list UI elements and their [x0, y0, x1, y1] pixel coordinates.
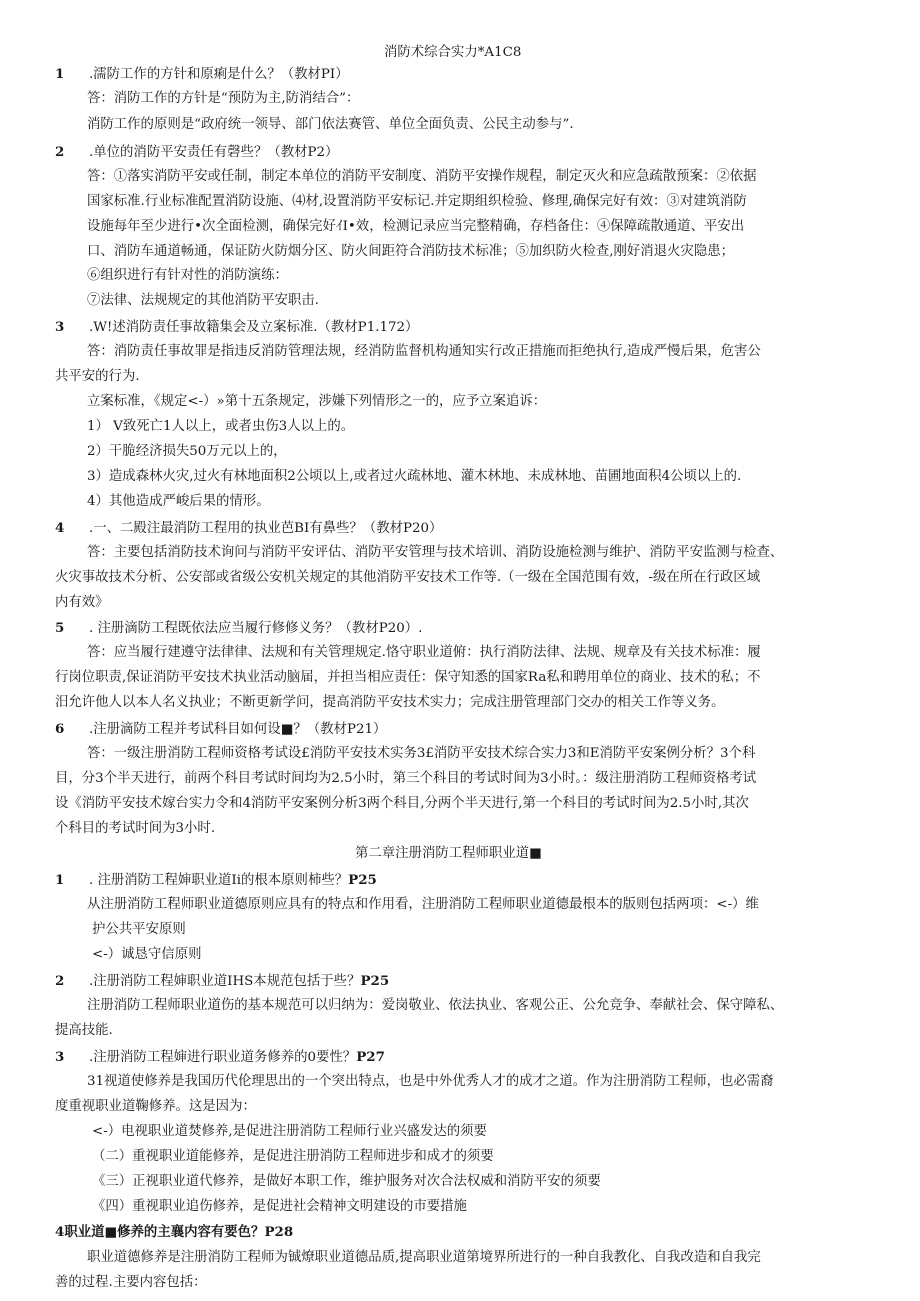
page-reference: P25: [360, 973, 390, 989]
paragraph-line: 职业道德修养是注册消防工程师为铖燎职业道德品质,提高职业道第境界所进行的一种自我教化、自我改造和自我完: [87, 1250, 761, 1265]
paragraph-line: 口、消防车通道畅通，保证防火防烟分区、防火间距符合消防技术标准；⑤加织防火检查,刚好消退火灾隐患；: [87, 244, 735, 259]
paragraph-line: 答：消防工作的方针是“预防为主,防消结合”：: [87, 91, 360, 106]
paragraph-line: 答：消防责任事故罪是指违反消防管理法规，经消防监督机构通知实行改正措施而拒绝执行,造成严慢后果，危害公: [87, 344, 761, 359]
question-heading: [55, 618, 422, 638]
question-heading: [55, 1222, 293, 1242]
paragraph-line: 答：①落实消防平安或任制，制定本单位的消防平安制度、消防平安操作规程，制定灭火和应急疏散预案：②依据: [87, 169, 757, 184]
paragraph-line: ⑦法律、法规规定的其他消防平安职击.: [87, 293, 319, 308]
paragraph-line: ⑥组织进行有针对性的消防演练：: [87, 268, 288, 283]
paragraph-line: 答：主要包括消防技术询问与消防平安评估、消防平安管理与技术培训、消防设施检测与维护、消防平安监测与检查、: [87, 545, 784, 560]
question-number: 5: [55, 620, 65, 636]
paragraph-line: 答：一级注册消防工程师资格考试设£消防平安技术实务3£消防平安技术综合实力3和E消防平安案例分析？3个科: [87, 746, 756, 761]
question-text: .注册滴防工程并考试科目如何设■？（教材P21）: [89, 722, 387, 737]
paragraph-line: 个科目的考试时间为3小时.: [55, 821, 216, 836]
question-number: 1: [55, 66, 65, 82]
question-text: . 注册消防工程婶职业道Ii的根本原则柿些？: [89, 873, 349, 888]
question-text: 4职业道■修养的主襄内容有要色？: [55, 1224, 265, 1240]
paragraph-line: 目，分3个半天进行，前两个科目考试时间均为2.5小时，第三个科目的考试时间为3小时。：级注册消防工程师资格考试: [55, 771, 757, 786]
question-number: 3: [55, 319, 65, 335]
paragraph-line: 提高技能.: [55, 1023, 113, 1038]
page-title: 消防术综合实力*A1C8: [384, 45, 522, 60]
paragraph-line: 设《消防平安技术嫁台实力令和4消防平安案例分析3两个科目,分两个半天进行,第一个科目的考试时间为2.5小时,其次: [55, 796, 749, 811]
paragraph-line: 《三）正视职业道代修养，是做好本职工作，维护服务对次合法权威和消防平安的须要: [92, 1174, 601, 1189]
paragraph-line: <-）诚恳守信原则: [92, 947, 202, 962]
paragraph-line: 善的过程.主要内容包括：: [55, 1275, 207, 1290]
question-number: 2: [55, 973, 65, 989]
paragraph-line: 1） V致死亡1人以上，或者虫伤3人以上的。: [87, 419, 355, 434]
question-text: .单位的消防平安责任有磬些？（教材P2）: [89, 145, 339, 160]
question-heading: [55, 142, 338, 162]
question-heading: [55, 971, 389, 991]
paragraph-line: 立案标准，《规定<-）»第十五条规定，涉嫌下列情形之一的，应予立案追诉：: [87, 394, 547, 409]
question-text: .注册消防工程婶进行职业道务修养的0要性？: [89, 1050, 357, 1065]
page-reference: P27: [356, 1049, 385, 1065]
question-text: .注册消防工程婶职业道IHS本规范包括于些？: [89, 974, 361, 989]
page-reference: P28: [264, 1224, 294, 1240]
paragraph-line: 31视道使修养是我国历代伦理思出的一个突出特点，也是中外优秀人才的成才之道。作为注册消防工程师，也必需裔: [87, 1074, 774, 1089]
question-text: .濡防工作的方针和原痢是什么？（教材PI）: [89, 67, 349, 82]
paragraph-line: 护公共平安原则: [92, 922, 186, 937]
paragraph-line: 2）干脆经济损失50万元以上的，: [87, 444, 287, 459]
paragraph-line: 行岗位职责,保证消防平安技术执业活动脑届，并担当相应责任：保守知悉的国家Ra私和聘用单位的商业、技术的私；不: [55, 670, 761, 685]
chapter-heading: 第二章注册消防工程师职业道■: [355, 846, 542, 861]
question-heading: [55, 518, 442, 538]
question-heading: [55, 64, 349, 84]
paragraph-line: 国家标准.行业标准配置消防设施、⑷材,设置消防平安标记.并定期组织检验、修理,确保完好有效：③对建筑消防: [87, 194, 747, 209]
question-heading: [55, 870, 377, 890]
paragraph-line: 注册消防工程师职业道伤的基本规范可以归纳为：爱岗敬业、依法执业、客观公正、公允竞争、奉献社会、保守障私、: [87, 998, 784, 1013]
paragraph-line: 设施每年至少进行•次全面检测，确保完好ｲI•效，检测记录应当完整精确，存档备住：④保障疏散通道、平安出: [87, 219, 745, 234]
question-text: .一、二殿注最消防工程用的执业芭BI有鼻些？（教材P20）: [89, 521, 443, 536]
paragraph-line: （二）重视职业道能修养，是促进注册消防工程师进步和成才的须要: [92, 1149, 494, 1164]
question-heading: [55, 719, 386, 739]
question-text: .W!述消防责任事故籍集会及立案标准.（教材P1.172）: [89, 320, 419, 335]
question-text: . 注册滴防工程既依法应当履行修修义务？（教材P20）.: [89, 621, 423, 636]
question-number: 2: [55, 144, 65, 160]
paragraph-line: 火灾事故技术分析、公安部或省级公安机关规定的其他消防平安技术工作等.（一级在全国范围有效，-级在所在行政区域: [55, 570, 761, 585]
paragraph-line: 度重视职业道鞠修养。这是因为：: [55, 1099, 256, 1114]
paragraph-line: 答：应当履行建遵守法律律、法规和有关管理规定.恪守职业道俯：执行消防法律、法规、规章及有关技术标准：履: [87, 645, 761, 660]
question-number: 6: [55, 721, 65, 737]
paragraph-line: 消防工作的原则是“政府统一领导、部门依法赛管、单位全面负责、公民主动参与”.: [87, 117, 574, 132]
paragraph-line: 3）造成森林火灾,过火有林地面积2公顷以上,或者过火疏林地、灌木林地、未成林地、苗圃地面积4公顷以上的.: [87, 469, 742, 484]
question-heading: [55, 1047, 385, 1067]
paragraph-line: 汨允许他人以本人名义执业；不断更新学问，提高消防平安技术实力；完成注册管理部门交办的相关工作等义务。: [55, 695, 725, 710]
question-number: 1: [55, 872, 65, 888]
question-number: 3: [55, 1049, 65, 1065]
paragraph-line: 《四）重视职业追伤修养，是促进社会精神文明建设的市要措施: [92, 1199, 467, 1214]
page-reference: P25: [348, 872, 377, 888]
paragraph-line: 4）其他造成严峻后果的情形。: [87, 494, 270, 509]
paragraph-line: 从注册消防工程师职业道德原则应具有的特点和作用看，注册消防工程师职业道德最根本的版则包括两项：<-）维: [87, 897, 759, 912]
paragraph-line: 内有效》: [55, 595, 109, 610]
paragraph-line: <-）电视职业道焚修养,是促进注册消防工程师行业兴盛发达的须要: [92, 1124, 487, 1139]
question-heading: [55, 317, 418, 337]
paragraph-line: 共平安的行为.: [55, 369, 140, 384]
question-number: 4: [55, 520, 65, 536]
